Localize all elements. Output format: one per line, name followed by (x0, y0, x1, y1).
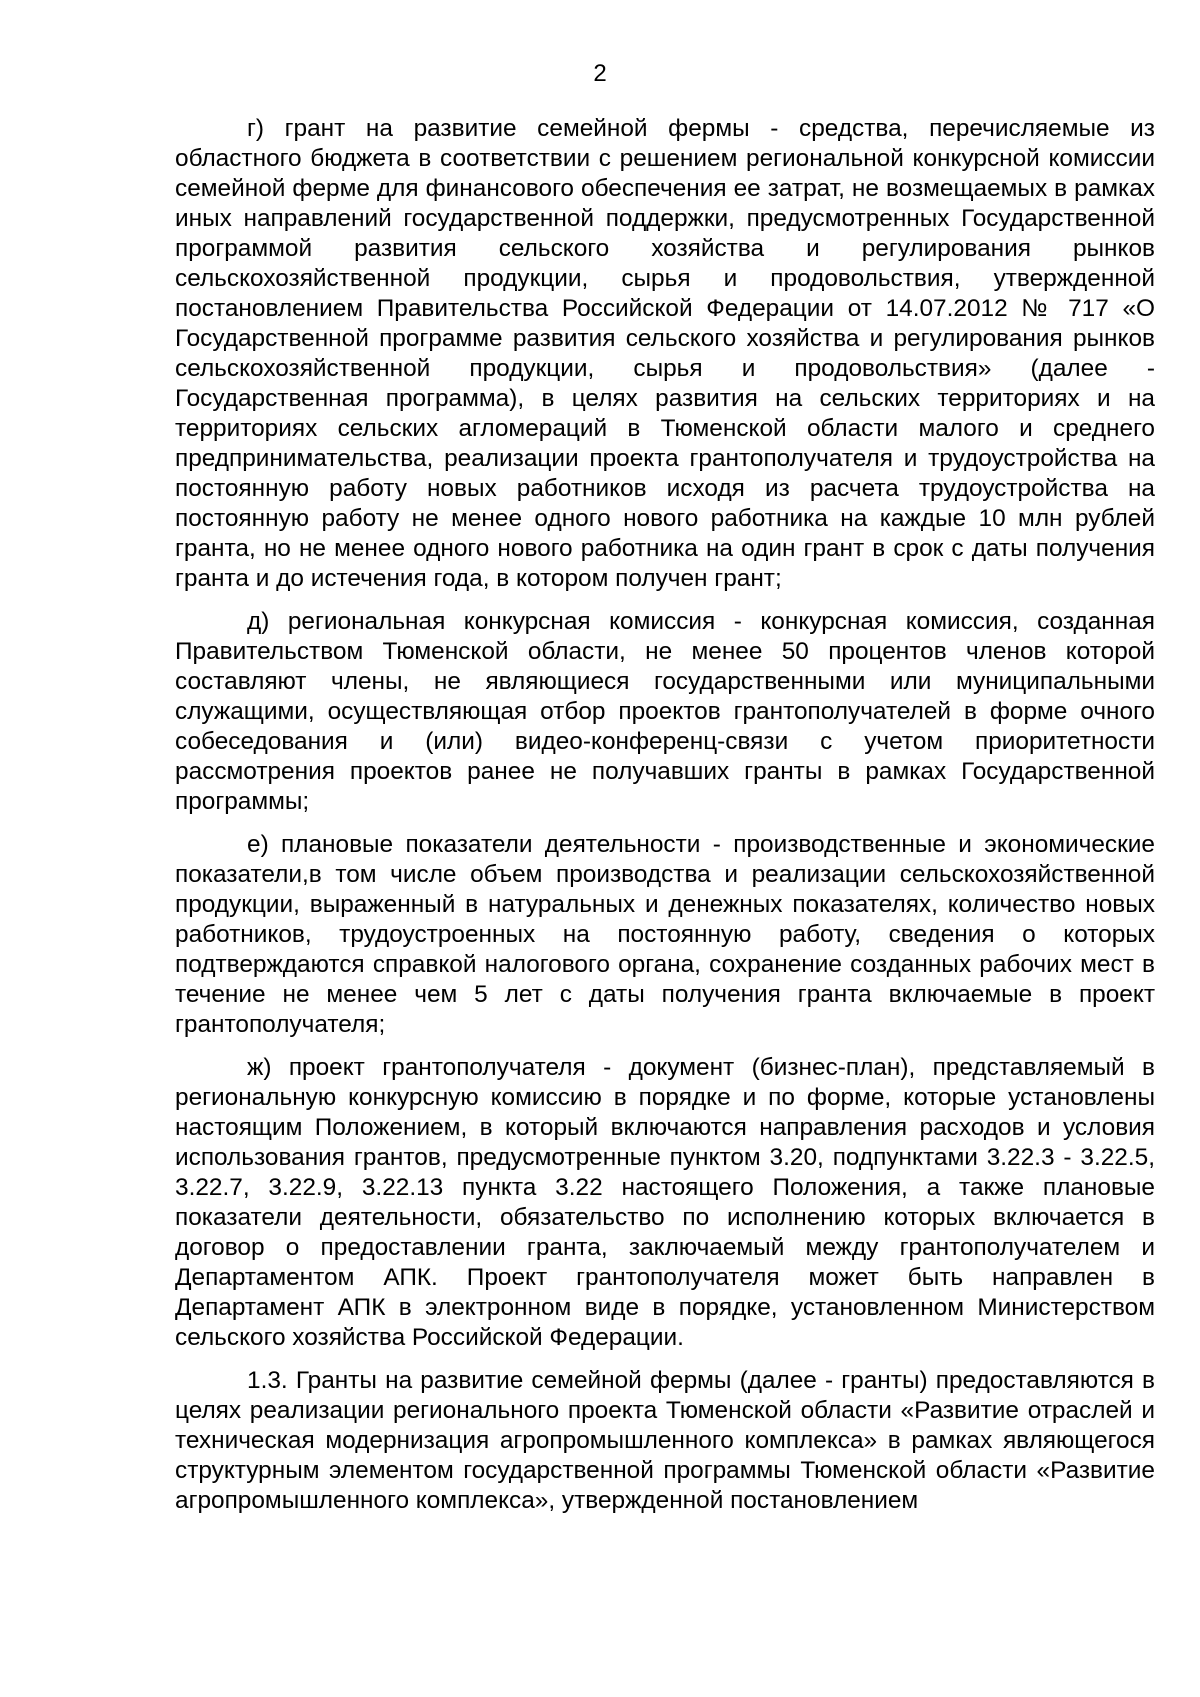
paragraph-e-planned-indicators: е) плановые показатели деятельности - производственные и экономические показатели,в том числе объем производства и реализации сельскохозяйственной продукции, выраженный в натуральных и денежных показателях, количество новых работников, трудоустроенных на постоянную работу, сведения о которых подтверждаются справкой налогового органа, сохранение созданных рабочих мест в течение не менее чем 5 лет с даты получения гранта включаемые в проект грантополучателя; (175, 831, 1155, 1038)
paragraph-d-competition-commission: д) региональная конкурсная комиссия - конкурсная комиссия, созданная Правительством Тюменской области, не менее 50 процентов членов которой составляют члены, не являющиеся государственными или муниципальными служащими, осуществляющая отбор проектов грантополучателей в форме очного собеседования и (или) видео-конференц-связи с учетом приоритетности рассмотрения проектов ранее не получавших гранты в рамках Государственной программы; (175, 608, 1155, 815)
paragraph-1-3-grants-purpose: 1.3. Гранты на развитие семейной фермы (далее - гранты) предоставляются в целях реализации регионального проекта Тюменской области «Развитие отраслей и техническая модернизация агропромышленного комплекса» в рамках являющегося структурным элементом государственной программы Тюменской области «Развитие агропромышленного комплекса», утвержденной постановлением (175, 1367, 1155, 1514)
paragraph-g-family-farm-grant: г) грант на развитие семейной фермы - средства, перечисляемые из областного бюджета в соответствии с решением региональной конкурсной комиссии семейной ферме для финансового обеспечения ее затрат, не возмещаемых в рамках иных направлений государственной поддержки, предусмотренных Государственной программой развития сельского хозяйства и регулирования рынков сельскохозяйственной продукции, сырья и продовольствия, утвержденной постановлением Правительства Российской Федерации от 14.07.2012 № 717 «О Государственной программе развития сельского хозяйства и регулирования рынков сельскохозяйственной продукции, сырья и продовольствия» (далее - Государственная программа), в целях развития на сельских территориях и на территориях сельских агломераций в Тюменской области малого и среднего предпринимательства, реализации проекта грантополучателя и трудоустройства на постоянную работу новых работников исходя из расчета трудоустройства на постоянную работу не менее одного нового работника на каждые 10 млн рублей гранта, но не менее одного нового работника на один грант в срок с даты получения гранта и до истечения года, в котором получен грант; (175, 115, 1155, 592)
document-body (175, 114, 1155, 1529)
page-number: 2 (593, 60, 607, 87)
paragraph-zh-grantee-project: ж) проект грантополучателя - документ (бизнес-план), представляемый в региональную конкурсную комиссию в порядке и по форме, которые установлены настоящим Положением, в который включаются направления расходов и условия использования грантов, предусмотренные пунктом 3.20, подпунктами 3.22.3 - 3.22.5, 3.22.7, 3.22.9, 3.22.13 пункта 3.22 настоящего Положения, а также плановые показатели деятельности, обязательство по исполнению которых включается в договор о предоставлении гранта, заключаемый между грантополучателем и Департаментом АПК. Проект грантополучателя может быть направлен в Департамент АПК в электронном виде в порядке, установленном Министерством сельского хозяйства Российской Федерации. (175, 1054, 1155, 1351)
